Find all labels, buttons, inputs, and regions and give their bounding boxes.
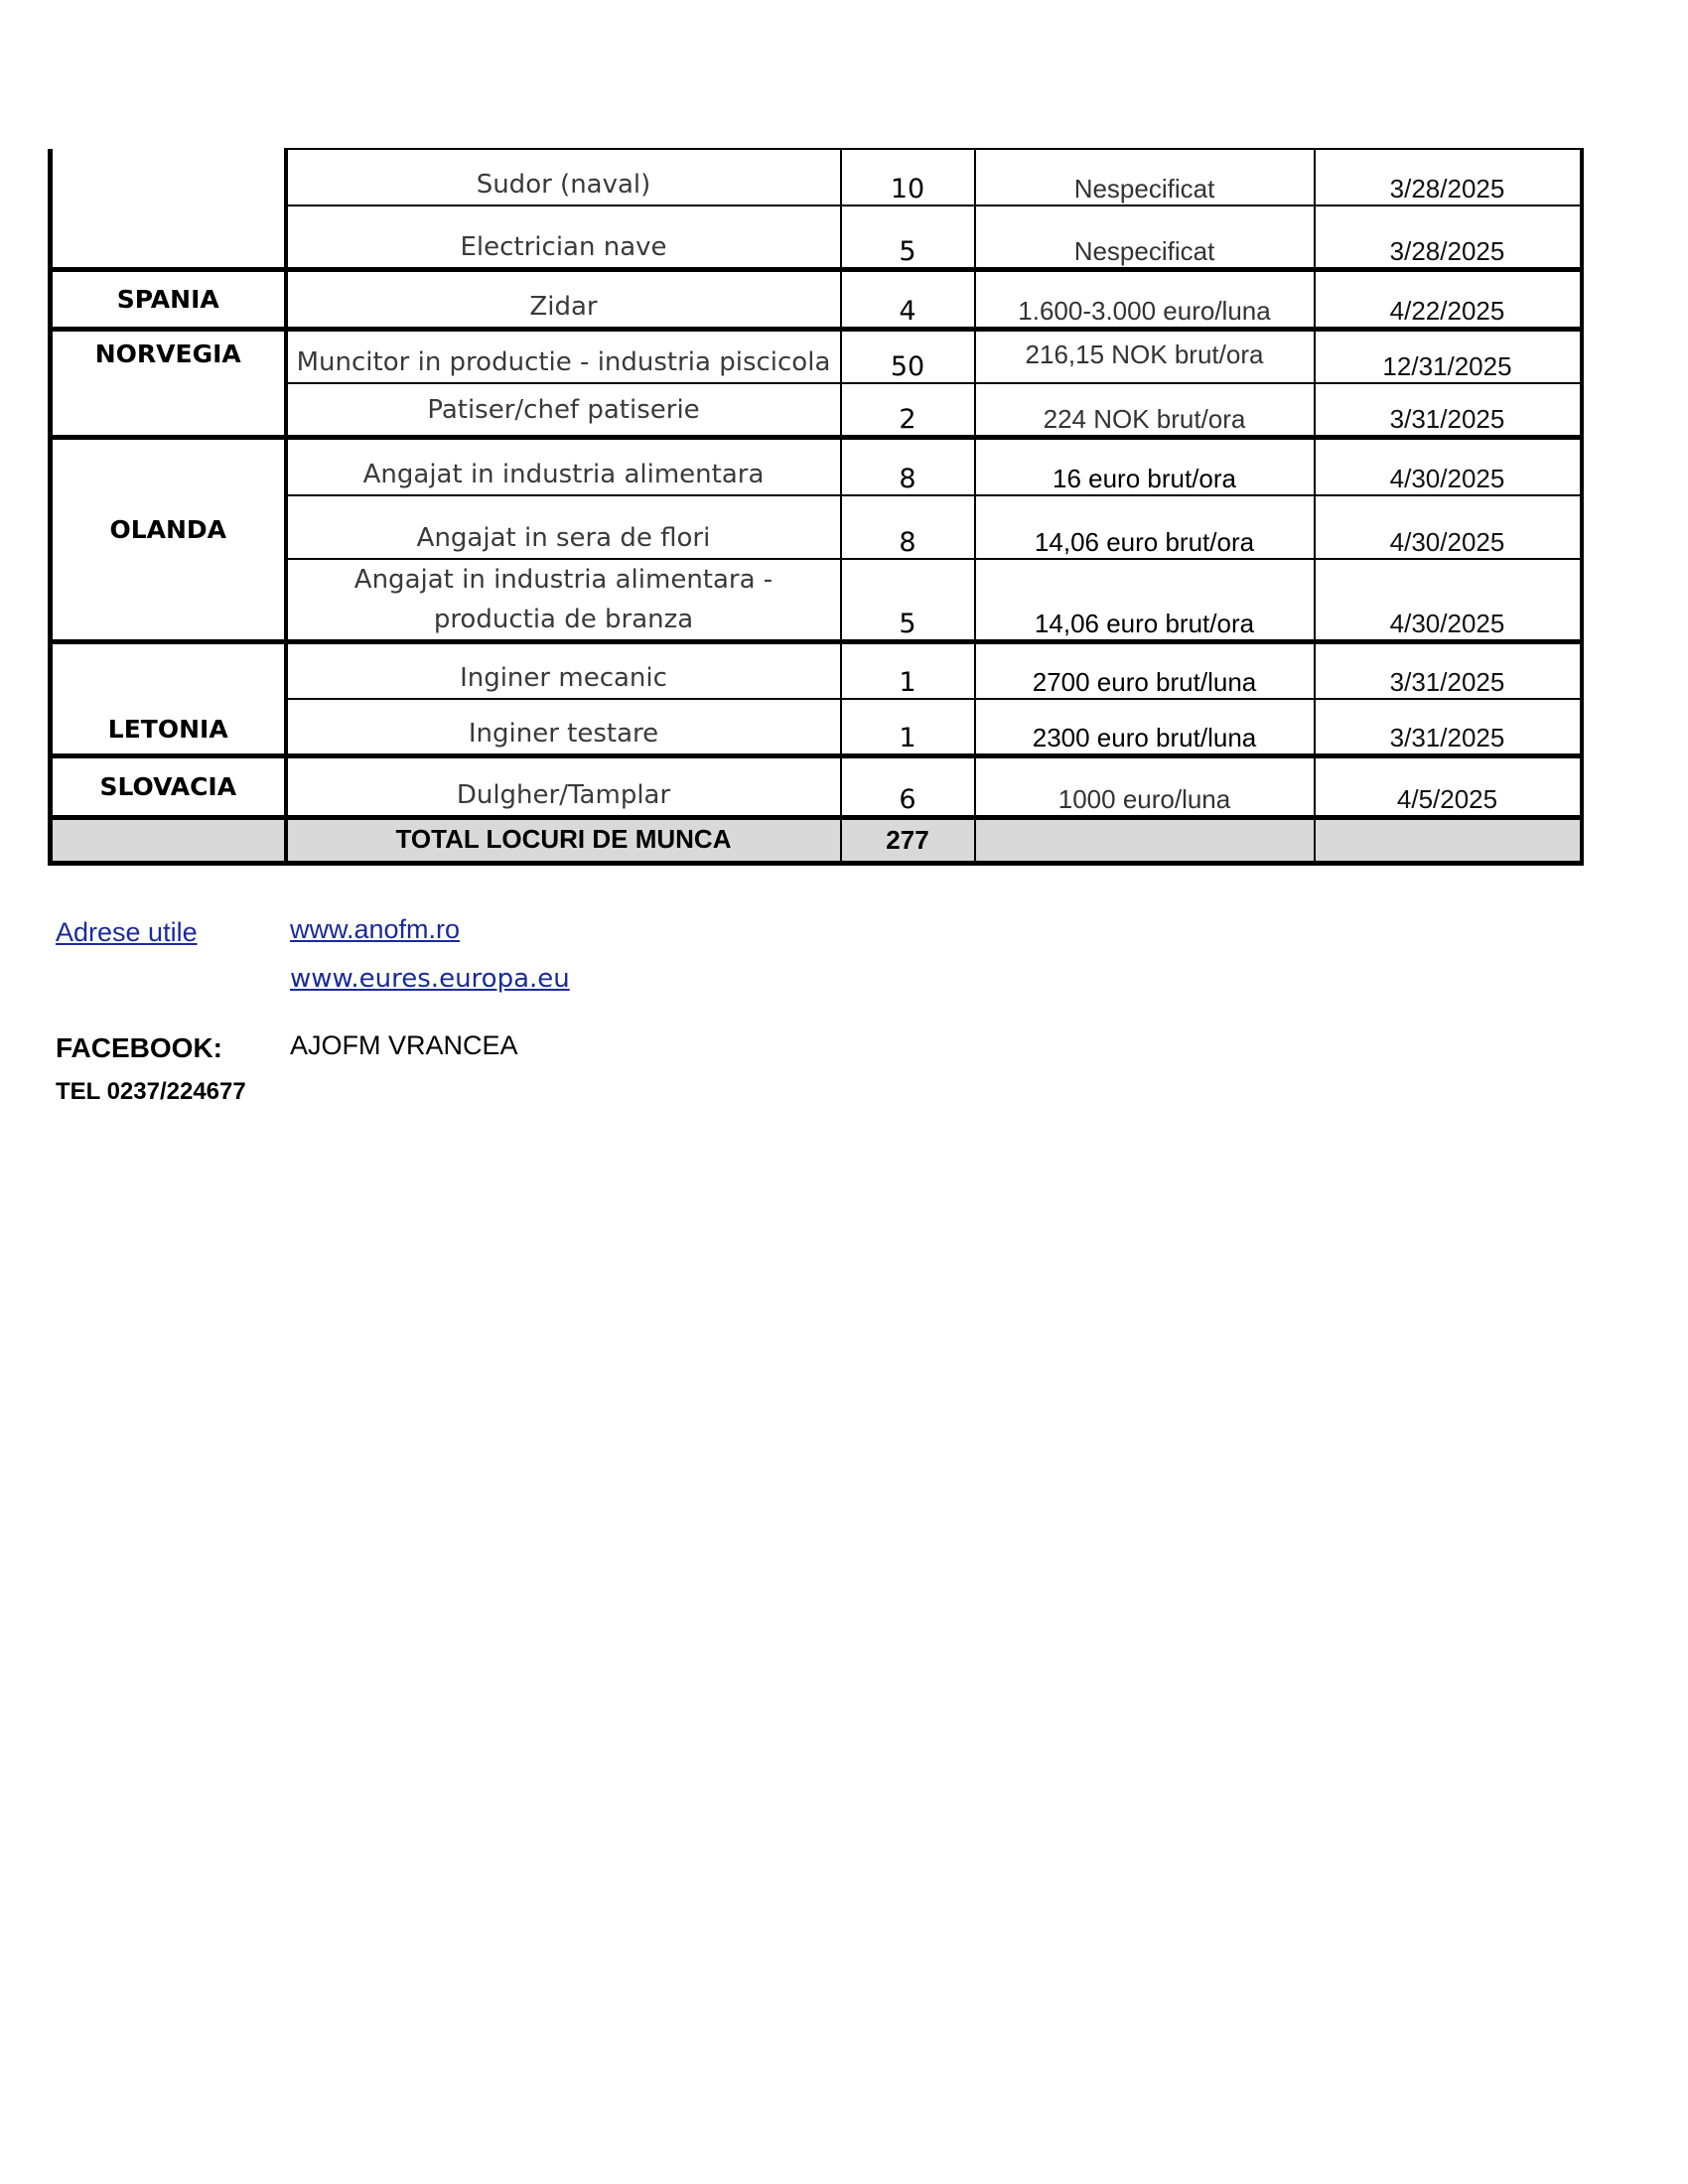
salary: 2300 euro brut/luna xyxy=(975,699,1315,756)
deadline: 4/22/2025 xyxy=(1315,269,1582,329)
deadline: 4/30/2025 xyxy=(1315,437,1582,495)
table-row xyxy=(51,642,1582,699)
job-title: Patiser/chef patiserie xyxy=(286,383,841,437)
deadline: 3/28/2025 xyxy=(1315,205,1582,269)
deadline: 4/30/2025 xyxy=(1315,559,1582,642)
positions-count: 4 xyxy=(841,269,975,329)
salary: 2700 euro brut/luna xyxy=(975,642,1315,699)
positions-count: 50 xyxy=(841,329,975,383)
country-cell: OLANDA xyxy=(51,437,286,642)
telephone: TEL 0237/224677 xyxy=(56,1078,246,1105)
total-empty-cell xyxy=(1315,818,1582,864)
deadline: 12/31/2025 xyxy=(1315,329,1582,383)
positions-count: 1 xyxy=(841,699,975,756)
positions-count: 8 xyxy=(841,437,975,495)
salary: 14,06 euro brut/ora xyxy=(975,495,1315,559)
job-title: Sudor (naval) xyxy=(286,149,841,205)
deadline: 3/28/2025 xyxy=(1315,149,1582,205)
positions-count: 1 xyxy=(841,642,975,699)
deadline: 3/31/2025 xyxy=(1315,642,1582,699)
job-title: Angajat in industria alimentara - productia de branza xyxy=(286,559,841,642)
useful-addresses-link[interactable]: Adrese utile xyxy=(56,917,198,947)
country-cell: LETONIA xyxy=(51,642,286,756)
deadline: 3/31/2025 xyxy=(1315,699,1582,756)
eures-link[interactable]: www.eures.europa.eu xyxy=(290,964,570,994)
salary: 14,06 euro brut/ora xyxy=(975,559,1315,642)
anofm-link[interactable]: www.anofm.ro xyxy=(290,914,461,944)
total-row xyxy=(51,818,1582,864)
job-title: Angajat in sera de flori xyxy=(286,495,841,559)
salary: 1000 euro/luna xyxy=(975,756,1315,818)
job-title: Inginer testare xyxy=(286,699,841,756)
job-title: Angajat in industria alimentara xyxy=(286,437,841,495)
deadline: 4/5/2025 xyxy=(1315,756,1582,818)
positions-count: 6 xyxy=(841,756,975,818)
total-value: 277 xyxy=(841,818,975,864)
salary: 224 NOK brut/ora xyxy=(975,383,1315,437)
job-title: Electrician nave xyxy=(286,205,841,269)
table-row xyxy=(51,329,1582,383)
total-empty-cell xyxy=(51,818,286,864)
salary: 1.600-3.000 euro/luna xyxy=(975,269,1315,329)
country-cell: SLOVACIA xyxy=(51,756,286,818)
table-row xyxy=(51,269,1582,329)
deadline: 3/31/2025 xyxy=(1315,383,1582,437)
positions-count: 8 xyxy=(841,495,975,559)
total-empty-cell xyxy=(975,818,1315,864)
positions-count: 5 xyxy=(841,205,975,269)
salary: Nespecificat xyxy=(975,205,1315,269)
positions-count: 10 xyxy=(841,149,975,205)
total-label: TOTAL LOCURI DE MUNCA xyxy=(286,818,841,864)
salary: 16 euro brut/ora xyxy=(975,437,1315,495)
deadline: 4/30/2025 xyxy=(1315,495,1582,559)
salary: 216,15 NOK brut/ora xyxy=(975,329,1315,383)
table-row xyxy=(51,149,1582,205)
positions-count: 5 xyxy=(841,559,975,642)
facebook-label: FACEBOOK: xyxy=(56,1032,222,1063)
table-row xyxy=(51,756,1582,818)
country-cell: NORVEGIA xyxy=(51,329,286,437)
country-cell: SPANIA xyxy=(51,269,286,329)
salary: Nespecificat xyxy=(975,149,1315,205)
country-cell xyxy=(51,149,286,269)
facebook-value: AJOFM VRANCEA xyxy=(290,1030,518,1060)
positions-count: 2 xyxy=(841,383,975,437)
job-title: Muncitor in productie - industria piscicola xyxy=(286,329,841,383)
job-title: Dulgher/Tamplar xyxy=(286,756,841,818)
jobs-table xyxy=(48,148,1584,866)
table-row xyxy=(51,437,1582,495)
job-title: Inginer mecanic xyxy=(286,642,841,699)
job-title: Zidar xyxy=(286,269,841,329)
